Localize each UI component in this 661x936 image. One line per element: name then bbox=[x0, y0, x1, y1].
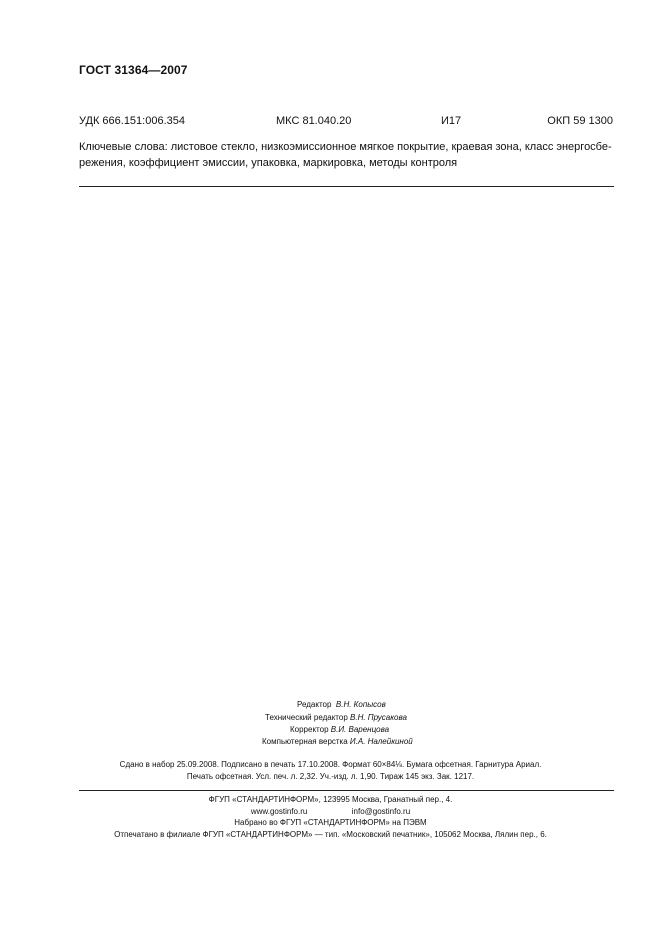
tech-editor-label: Технический редактор bbox=[265, 713, 348, 722]
okp-code: ОКП 59 1300 bbox=[547, 115, 613, 127]
classification-row bbox=[79, 115, 613, 131]
credit-corrector bbox=[290, 724, 389, 737]
udk-code: УДК 666.151:006.354 bbox=[79, 115, 185, 127]
printing-details-line-1: Сдано в набор 25.09.2008. Подписано в печать 17.10.2008. Формат 60×84⅛. Бумага офсетная. Гарнитура Ариал. bbox=[119, 760, 542, 769]
editor-label: Редактор bbox=[297, 700, 332, 709]
printing-details-line-2: Печать офсетная. Усл. печ. л. 2,32. Уч.-изд. л. 1,90. Тираж 145 экз. Зак. 1217. bbox=[186, 772, 475, 781]
bottom-divider bbox=[79, 790, 614, 791]
mks-code: МКС 81.040.20 bbox=[276, 115, 352, 127]
credit-editor bbox=[297, 699, 386, 712]
layout-name: И.А. Налейкиной bbox=[349, 737, 413, 746]
keywords-line-2: режения, коэффициент эмиссии, упаковка, маркировка, методы контроля bbox=[79, 157, 458, 169]
publisher-website: www.gostinfo.ru bbox=[250, 807, 308, 816]
editor-name: В.Н. Копысов bbox=[335, 700, 386, 709]
typeset-note: Набрано во ФГУП «СТАНДАРТИНФОРМ» на ПЭВМ bbox=[234, 818, 427, 827]
tech-editor-name: В.Н. Прусакова bbox=[350, 713, 407, 722]
publisher-address: ФГУП «СТАНДАРТИНФОРМ», 123995 Москва, Гранатный пер., 4. bbox=[208, 795, 453, 804]
publisher-contacts bbox=[0, 807, 661, 816]
group-index: И17 bbox=[441, 115, 462, 127]
credit-layout bbox=[262, 736, 413, 749]
keywords-block bbox=[79, 139, 613, 171]
keywords-line-1: Ключевые слова: листовое стекло, низкоэмиссионное мягкое покрытие, краевая зона, класс энергосбе- bbox=[79, 141, 612, 153]
document-id: ГОСТ 31364—2007 bbox=[79, 63, 188, 77]
publisher-email: info@gostinfo.ru bbox=[351, 807, 411, 816]
top-divider bbox=[79, 186, 614, 187]
corrector-name: В.И. Варенцова bbox=[330, 725, 390, 734]
printed-note: Отпечатано в филиале ФГУП «СТАНДАРТИНФОРМ» — тип. «Московский печатник», 105062 Москва, Лялин пер., 6. bbox=[114, 830, 547, 839]
layout-label: Компьютерная верстка bbox=[262, 737, 348, 746]
corrector-label: Корректор bbox=[290, 725, 329, 734]
credit-tech-editor bbox=[265, 712, 407, 725]
